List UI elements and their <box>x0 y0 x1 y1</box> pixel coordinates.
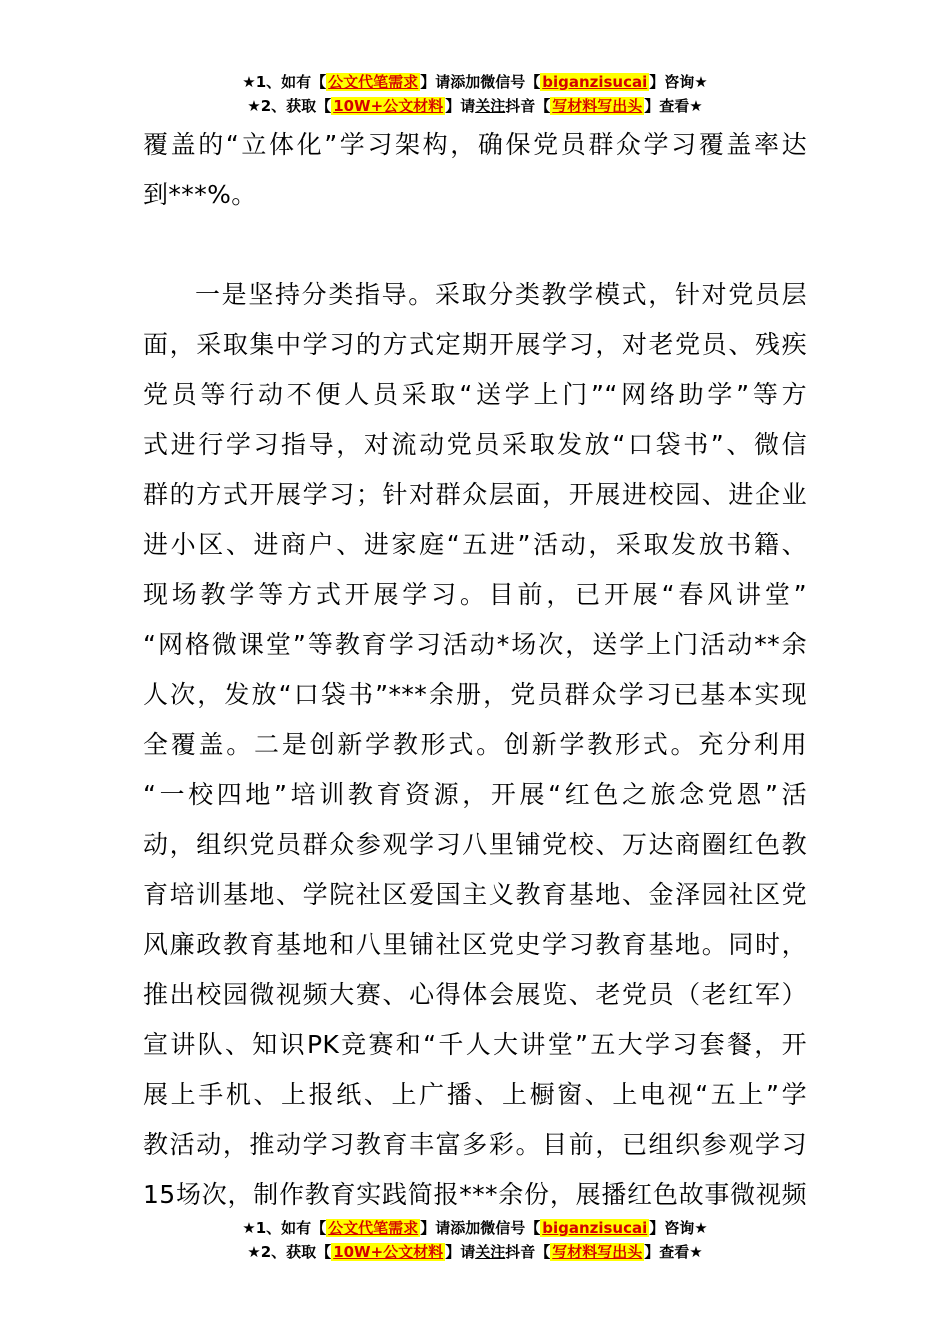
text-line: 育培训基地、学院社区爱国主义教育基地、金泽园社区党 <box>143 880 807 909</box>
text-line: 党员等行动不便人员采取“送学上门”“网络助学”等方 <box>143 380 807 409</box>
text-line: 面，采取集中学习的方式定期开展学习，对老党员、残疾 <box>143 330 807 359</box>
text-line: 全覆盖。二是创新学教形式。创新学教形式。充分利用 <box>143 730 807 759</box>
footer-line-1-suffix: 】咨询★ <box>649 1219 708 1237</box>
footer-line-2-suffix: 】查看★ <box>644 1243 703 1261</box>
header-highlight-douyin: 写材料写出头 <box>552 97 643 115</box>
footer-follow-text: 关注 <box>475 1243 506 1261</box>
header-line-2-mid2: 抖音【 <box>505 97 551 115</box>
text-line: “一校四地”培训教育资源，开展“红色之旅念党恩”活 <box>143 780 807 809</box>
header-line-1-prefix: ★1、如有【 <box>242 73 327 91</box>
footer-line-2-mid2: 抖音【 <box>505 1243 551 1261</box>
footer-highlight-douyin: 写材料写出头 <box>552 1243 643 1261</box>
header-line-2-mid: 】请 <box>445 97 476 115</box>
footer-line-1 <box>0 1216 950 1240</box>
text-line: 现场教学等方式开展学习。目前，已开展“春风讲堂” <box>143 580 807 609</box>
text-line: 宣讲队、知识PK竞赛和“千人大讲堂”五大学习套餐，开 <box>143 1030 807 1059</box>
footer-line-2-mid: 】请 <box>445 1243 476 1261</box>
text-line: 一是坚持分类指导。采取分类教学模式，针对党员层 <box>195 280 807 309</box>
text-line: 风廉政教育基地和八里铺社区党史学习教育基地。同时， <box>143 930 807 959</box>
main-paragraph <box>143 270 807 1220</box>
footer-highlight-materials: 10W+公文材料 <box>333 1243 444 1261</box>
header-highlight-materials: 10W+公文材料 <box>333 97 444 115</box>
footer-line-2 <box>0 1240 950 1264</box>
text-line: 群的方式开展学习；针对群众层面，开展进校园、进企业 <box>143 480 807 509</box>
text-line: “网格微课堂”等教育学习活动*场次，送学上门活动**余 <box>143 630 807 659</box>
text-line: 教活动，推动学习教育丰富多彩。目前，已组织参观学习 <box>143 1130 807 1159</box>
header-banner <box>0 70 950 118</box>
footer-highlight-wechat: biganzisucai <box>542 1219 648 1237</box>
footer-banner <box>0 1216 950 1264</box>
header-follow-text: 关注 <box>475 97 506 115</box>
header-line-2 <box>0 94 950 118</box>
header-line-2-suffix: 】查看★ <box>644 97 703 115</box>
text-line: 覆盖的“立体化”学习架构，确保党员群众学习覆盖率达 <box>143 130 807 159</box>
text-line: 到***%。 <box>143 180 257 209</box>
footer-highlight-service: 公文代笔需求 <box>328 1219 419 1237</box>
text-line: 人次，发放“口袋书”***余册，党员群众学习已基本实现 <box>143 680 807 709</box>
text-line: 展上手机、上报纸、上广播、上橱窗、上电视“五上”学 <box>143 1080 807 1109</box>
footer-line-2-prefix: ★2、获取【 <box>247 1243 332 1261</box>
text-line: 15场次，制作教育实践简报***余份，展播红色故事微视频 <box>143 1180 807 1209</box>
header-line-1-suffix: 】咨询★ <box>649 73 708 91</box>
intro-paragraph <box>143 120 807 220</box>
header-highlight-service: 公文代笔需求 <box>328 73 419 91</box>
header-line-1-mid: 】请添加微信号【 <box>420 73 541 91</box>
header-line-2-prefix: ★2、获取【 <box>247 97 332 115</box>
text-line: 动，组织党员群众参观学习八里铺党校、万达商圈红色教 <box>143 830 807 859</box>
footer-line-1-prefix: ★1、如有【 <box>242 1219 327 1237</box>
footer-line-1-mid: 】请添加微信号【 <box>420 1219 541 1237</box>
text-line: 式进行学习指导，对流动党员采取发放“口袋书”、微信 <box>143 430 807 459</box>
header-line-1 <box>0 70 950 94</box>
text-line: 进小区、进商户、进家庭“五进”活动，采取发放书籍、 <box>143 530 807 559</box>
text-line: 推出校园微视频大赛、心得体会展览、老党员（老红军） <box>143 980 807 1009</box>
header-highlight-wechat: biganzisucai <box>542 73 648 91</box>
